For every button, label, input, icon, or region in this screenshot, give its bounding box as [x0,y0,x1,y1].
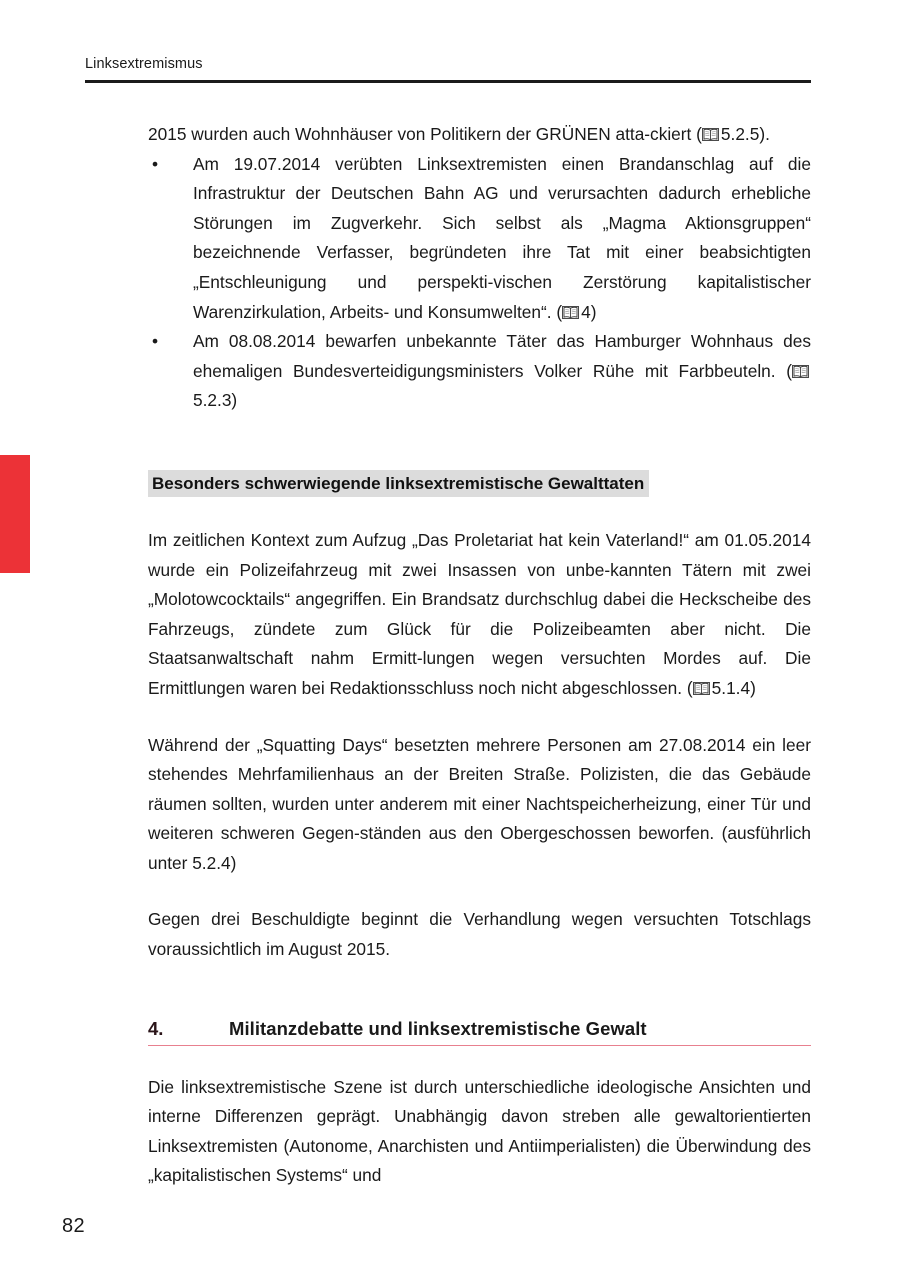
bullet-reference-number: 4) [581,301,597,322]
spacer [148,704,811,731]
bullet-reference-number: 5.2.3) [193,390,238,411]
running-head-label: Linksextremismus [85,56,203,72]
book-reference-icon [702,128,719,141]
bullet-text: Am 08.08.2014 bewarfen unbekannte Täter das Hamburger Wohnhaus des ehemaligen Bundesverteidigungsministers Volker Rühe mit Farbbeuteln. ( [193,331,811,381]
text-column [148,120,811,1191]
paragraph-ideology-overview: Die linksextremistische Szene ist durch unterschiedliche ideologische Ansichten und interne Differenzen geprägt. Unabhängig davon streben alle gewaltorientierten Linksextremisten (Autonome, Anarchisten und Antiimperialisten) die Überwindung des „kapitalistischen Systems“ und [148,1076,811,1186]
paragraph-text: Im zeitlichen Kontext zum Aufzug „Das Proletariat hat kein Vaterland!“ am 01.05.2014 wurde ein Polizeifahrzeug mit zwei Insassen von unbe-kannten Tätern mit zwei „Molotowcocktails“ angegriffen. Ein Brandsatz durchschlug dabei die Heckscheibe des Fahrzeugs, zündete zum Glück für die Polizeibeamten aber nicht. Die Staatsanwaltschaft nahm Ermitt-lungen wegen versuchten Mordes auf. Die Ermittlungen waren bei Redaktionsschluss noch nicht abgeschlossen. ( [148,529,811,698]
paragraph-reference-number: 5.1.4) [711,677,756,698]
subheading-text: Besonders schwerwiegende linksextremistische Gewalttaten [148,470,649,497]
paragraph-molotov-attack [148,526,811,704]
subheading-block [148,469,811,499]
section-heading [148,1018,811,1046]
continuation-reference-number: 5.2.5). [720,124,770,144]
bullet-marker: • [152,153,159,174]
book-reference-icon [562,306,579,319]
list-item [148,150,811,328]
spacer [148,878,811,905]
page-number: 82 [62,1215,86,1237]
continuation-paragraph-text: 2015 wurden auch Wohnhäuser von Politikern der GRÜNEN atta-ckiert ( [148,124,702,144]
paragraph-trial-announcement: Gegen drei Beschuldigte beginnt die Verhandlung wegen versuchten Totschlags voraussichtlich im August 2015. [148,909,811,960]
section-title: Militanzdebatte und linksextremistische Gewalt [229,1017,647,1039]
paragraph-squatting-days: Während der „Squatting Days“ besetzten mehrere Personen am 27.08.2014 ein leer stehendes Mehrfamilienhaus an der Breiten Straße. Polizisten, die das Gebäude räumen sollten, wurden unter anderem mit einer Nachtspeicherheizung, einer Tür und weiteren schweren Gegen-ständen aus den Obergeschossen beworfen. (ausführlich unter 5.2.4) [148,734,811,873]
continuation-paragraph [148,120,811,150]
book-reference-icon [693,682,710,695]
spacer [148,499,811,526]
incident-bullet-list [148,150,811,416]
book-reference-icon [792,365,809,378]
bullet-text: Am 19.07.2014 verübten Linksextremisten einen Brandanschlag auf die Infrastruktur der Deutschen Bahn AG und verursachten dadurch erhebliche Störungen im Zugverkehr. Sich selbst als „Magma Aktionsgruppen“ bezeichnende Verfasser, begründeten ihre Tat mit einer beabsichtigten „Entschleunigung und perspekti-vischen Zerstörung kapitalistischer Warenzirkulation, Arbeits- und Konsumwelten“. ( [193,153,811,322]
spacer [148,416,811,469]
header-rule [85,80,811,82]
running-head [85,56,811,83]
chapter-color-tab [0,455,30,573]
bullet-marker: • [152,331,159,352]
spacer [148,965,811,1018]
spacer [148,1046,811,1073]
section-number: 4. [148,1017,164,1039]
list-item [148,327,811,416]
